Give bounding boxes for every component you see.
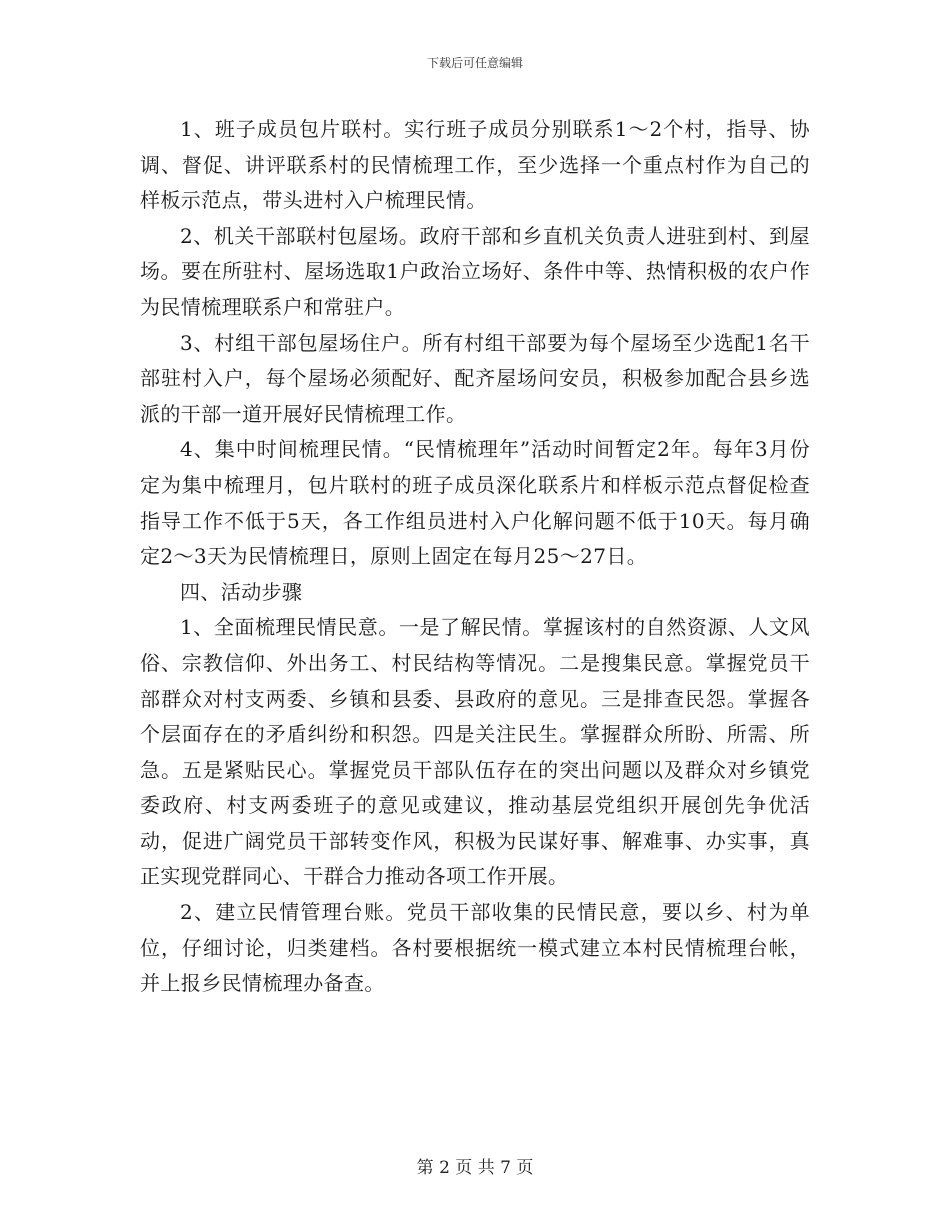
paragraph-6: 2、建立民情管理台账。党员干部收集的民情民意，要以乡、村为单位，仔细讨论，归类建档。各村要根据统一模式建立本村民情梳理台帐，并上报乡民情梳理办备查。 (140, 900, 810, 996)
page-header: 下载后可任意编辑 (426, 56, 523, 70)
page-footer: 第 2 页 共 7 页 (416, 1158, 534, 1178)
paragraph-5: 1、全面梳理民情民意。一是了解民情。掌握该村的自然资源、人文风俗、宗教信仰、外出务工、村民结构等情况。二是搜集民意。掌握党员干部群众对村支两委、乡镇和县委、县政府的意见。三是排查民怨。掌握各个层面存在的矛盾纠纷和积怨。四是关注民生。掌握群众所盼、所需、所急。五是紧贴民心。掌握党员干部队伍存在的突出问题以及群众对乡镇党委政府、村支两委班子的意见或建议，推动基层党组织开展创先争优活动，促进广阔党员干部转变作风，积极为民谋好事、解难事、办实事，真正实现党群同心、干群合力推动各项工作开展。 (140, 615, 810, 889)
document-body (140, 112, 810, 1002)
paragraph-2: 2、机关干部联村包屋场。政府干部和乡直机关负责人进驻到村、到屋场。要在所驻村、屋场选取1户政治立场好、条件中等、热情积极的农户作为民情梳理联系户和常驻户。 (140, 223, 810, 319)
section-heading: 四、活动步骤 (180, 579, 303, 604)
paragraph-4: 4、集中时间梳理民情。“民情梳理年”活动时间暂定2年。每年3月份定为集中梳理月，包片联村的班子成员深化联系片和样板示范点督促检查指导工作不低于5天，各工作组员进村入户化解问题不低于10天。每月确定2～3天为民情梳理日，原则上固定在每月25～27日。 (140, 437, 810, 569)
paragraph-3: 3、村组干部包屋场住户。所有村组干部要为每个屋场至少选配1名干部驻村入户，每个屋场必须配好、配齐屋场问安员，积极参加配合县乡选派的干部一道开展好民情梳理工作。 (140, 330, 810, 426)
paragraph-1: 1、班子成员包片联村。实行班子成员分别联系1～2个村，指导、协调、督促、讲评联系村的民情梳理工作，至少选择一个重点村作为自己的样板示范点，带头进村入户梳理民情。 (140, 117, 810, 213)
